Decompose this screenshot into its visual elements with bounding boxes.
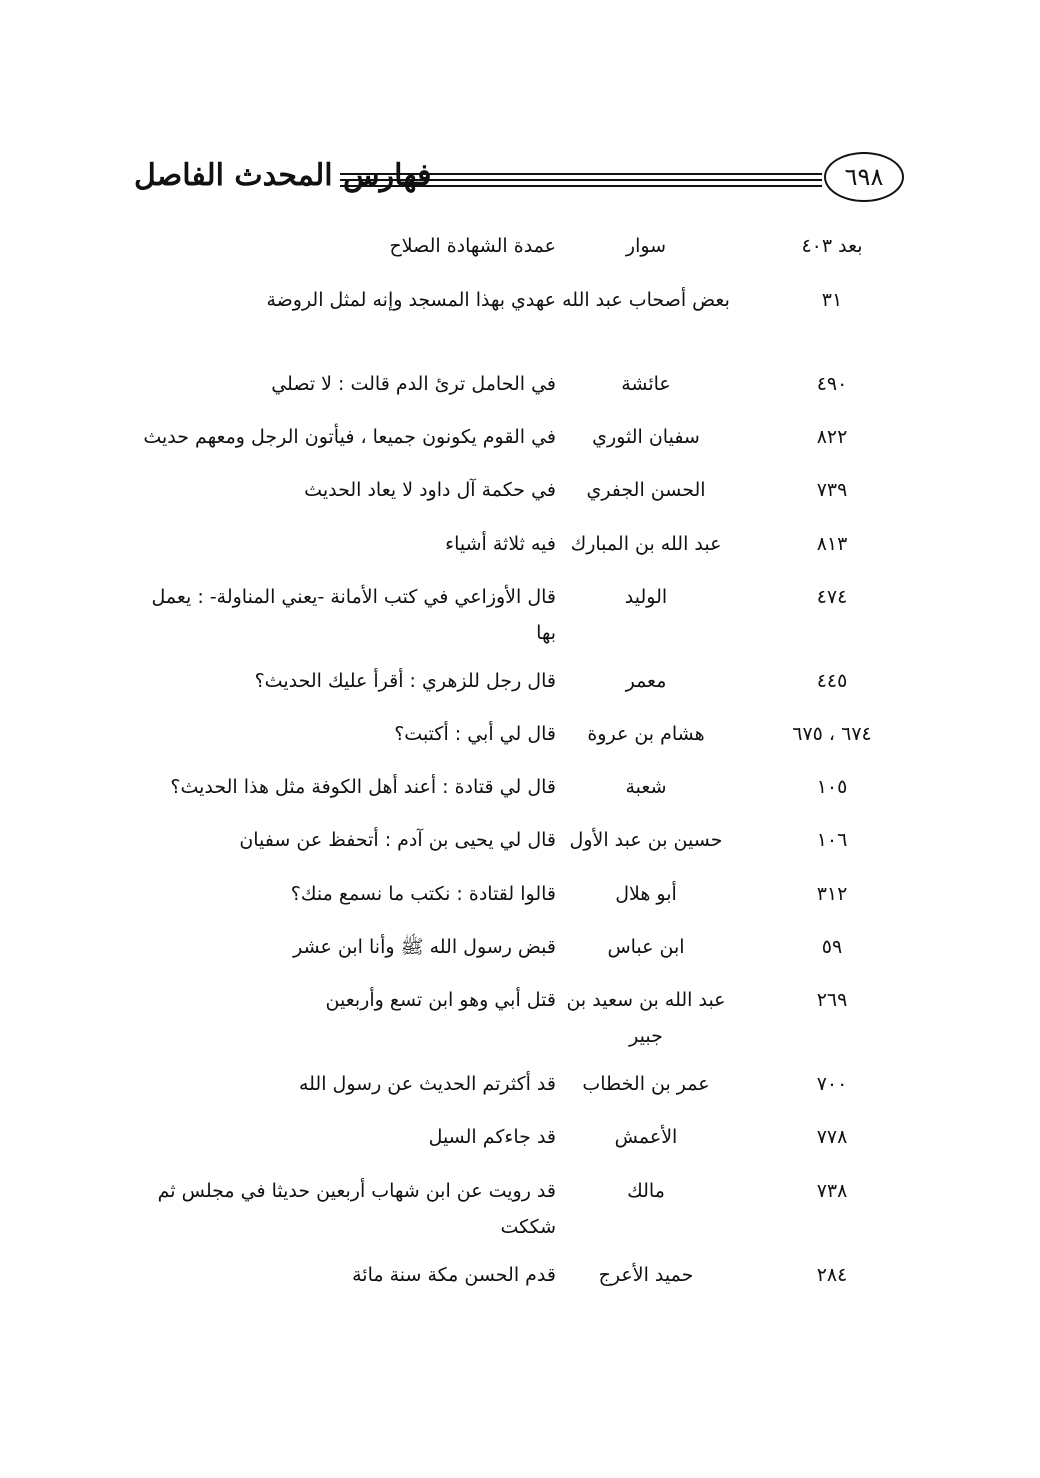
hadith-text: قبض رسول الله ﷺ وأنا ابن عشر (293, 936, 556, 958)
index-row (140, 876, 894, 929)
narrator: عبد الله بن سعيد بن جبير (566, 989, 726, 1047)
hadith-text: قد رويت عن ابن شهاب أربعين حديثا في مجلس ثم شككت (157, 1180, 556, 1238)
index-row (140, 822, 894, 876)
hadith-text: قال لي يحيى بن آدم : أتحفظ عن سفيان (239, 829, 556, 851)
index-row (140, 366, 894, 419)
index-row (140, 282, 894, 366)
index-row (140, 929, 894, 982)
page-ref: بعد ٤٠٣ (801, 235, 863, 257)
page-number: ٦٩٨ (844, 163, 884, 191)
hadith-text: فيه ثلاثة أشياء (445, 533, 556, 555)
narrator: مالك (627, 1180, 665, 1202)
narrator: حسين بن عبد الأول (569, 829, 723, 851)
index-row (140, 769, 894, 822)
hadith-text: قتل أبي وهو ابن تسع وأربعين (325, 989, 556, 1011)
hadith-text: في القوم يكونون جميعا ، فيأتون الرجل ومعهم حديث (143, 426, 556, 448)
hadith-text: قالوا لقتادة : نكتب ما نسمع منك؟ (290, 883, 556, 905)
narrator: أبو هلال (615, 883, 677, 905)
hadith-text: قدم الحسن مكة سنة مائة (352, 1264, 556, 1286)
header-rule (340, 185, 822, 187)
narrator: الأعمش (614, 1126, 678, 1148)
page-ref: ٣١ (821, 289, 843, 311)
page-ref: ٤٩٠ (816, 373, 848, 395)
page-ref: ٤٤٥ (816, 670, 848, 692)
page-ref: ٧٣٩ (816, 479, 848, 501)
narrator: الحسن الجفري (586, 479, 706, 501)
index-row (140, 716, 894, 769)
page-ref: ٥٩ (821, 936, 843, 958)
hadith-text: في حكمة آل داود لا يعاد الحديث (304, 479, 556, 501)
page-ref: ٧٧٨ (816, 1126, 848, 1148)
header-rule (340, 173, 822, 175)
narrator: الوليد (624, 586, 668, 608)
narrator: عائشة (621, 373, 671, 395)
index-row (140, 472, 894, 526)
narrator: معمر (625, 670, 667, 692)
hadith-text: قال الأوزاعي في كتب الأمانة -يعني المناولة- : يعمل بها (151, 586, 556, 644)
narrator: عمر بن الخطاب (582, 1073, 710, 1095)
hadith-text: عهدي بهذا المسجد وإنه لمثل الروضة (266, 289, 556, 311)
narrator: حميد الأعرج (598, 1264, 694, 1286)
narrator: عبد الله بن المبارك (570, 533, 722, 555)
page-ref: ٢٦٩ (816, 989, 848, 1011)
index-row (140, 663, 894, 716)
page-ref: ٦٧٤ ، ٦٧٥ (792, 723, 872, 745)
index-row (140, 1066, 894, 1119)
page-ref: ٨١٣ (816, 533, 848, 555)
page-ref: ٧٣٨ (816, 1180, 848, 1202)
index-row (140, 526, 894, 579)
narrator: سفيان الثوري (592, 426, 700, 448)
page-ref: ١٠٥ (816, 776, 848, 798)
page-ref: ٤٧٤ (816, 586, 848, 608)
hadith-text: قال رجل للزهري : أقرأ عليك الحديث؟ (254, 670, 556, 692)
hadith-text: في الحامل ترئ الدم قالت : لا تصلي (271, 373, 556, 395)
hadith-text: قد جاءكم السيل (428, 1126, 556, 1148)
page-ref: ٣١٢ (816, 883, 848, 905)
page-ref: ٢٨٤ (816, 1264, 848, 1286)
running-title: فهارس المحدث الفاصل (134, 158, 432, 193)
narrator: بعض أصحاب عبد الله (562, 289, 730, 311)
header-rule (340, 179, 822, 181)
hadith-text: قد أكثرتم الحديث عن رسول الله (298, 1073, 556, 1095)
page-number-badge (824, 152, 904, 202)
index-row (140, 1119, 894, 1173)
index-row (140, 1257, 894, 1310)
index-row (140, 228, 894, 282)
hadith-text: عمدة الشهادة الصلاح (389, 235, 556, 257)
index-row (140, 1173, 894, 1257)
page-ref: ٨٢٢ (816, 426, 848, 448)
page-ref: ٧٠٠ (816, 1073, 848, 1095)
index-row (140, 579, 894, 663)
index-row (140, 982, 894, 1066)
index-table (140, 228, 894, 1310)
hadith-text: قال لي قتادة : أعند أهل الكوفة مثل هذا الحديث؟ (170, 776, 556, 798)
page-header (130, 150, 910, 214)
hadith-text: قال لي أبي : أكتبت؟ (394, 723, 556, 745)
index-row (140, 419, 894, 472)
narrator: سوار (625, 235, 667, 257)
narrator: ابن عباس (607, 936, 685, 958)
narrator: شعبة (625, 776, 667, 798)
narrator: هشام بن عروة (587, 723, 705, 745)
page-ref: ١٠٦ (816, 829, 848, 851)
